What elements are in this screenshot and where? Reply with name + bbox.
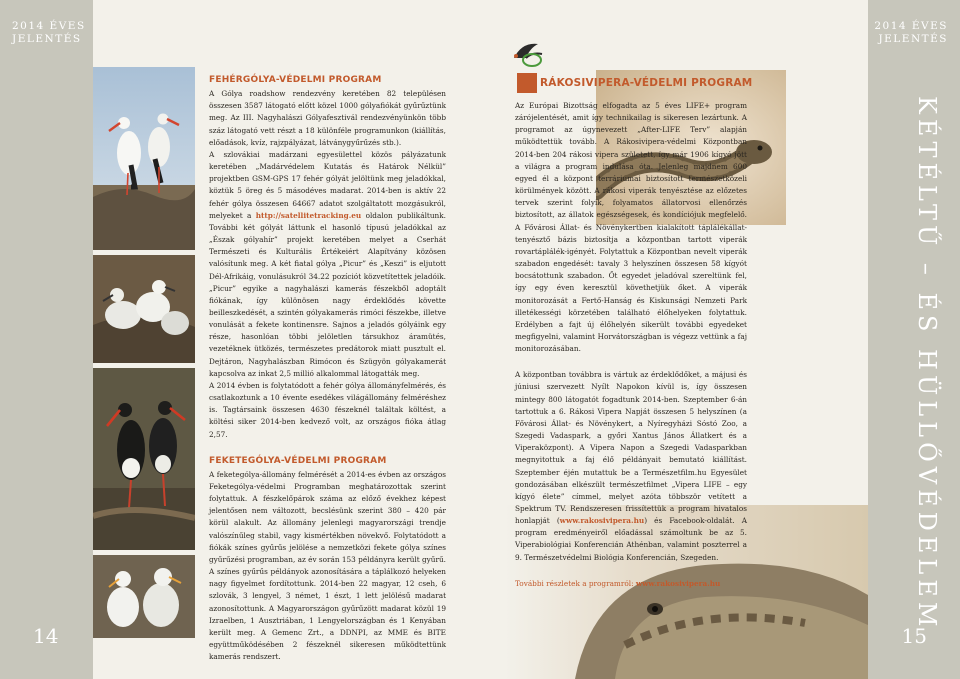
report-year-left: 2014 ÉVES JELENTÉS bbox=[12, 20, 86, 45]
black-storks-photo bbox=[93, 368, 195, 550]
white-stork-paragraph-3: A 2014 évben is folytatódott a fehér gólya állományfelmérés, és csatlakoztunk a 10 évente esedékes világállomány felméréshez is. Tagtársaink összesen 4630 fészeknél találtak költést, a költési siker 2014-ben kedvező volt, az országos fióka átlag 2,57. bbox=[209, 380, 446, 439]
rakosivipera-link-inline[interactable]: www.rakosivipera.hu bbox=[559, 516, 645, 526]
rakosivipera-link[interactable]: www.rakosivipera.hu bbox=[635, 578, 721, 588]
white-storks-photo bbox=[93, 67, 195, 250]
white-stork-paragraph-2: A szlovákiai madárzani egyesülettel közös pályázatunk keretében „Madárvédelem Kutatás és Határok Nélkül” projektben GSM-GPS 17 fehér gólyát jelöltünk meg jeladókkal, köztük 5 öreg és 5 másodéves madarat. 2014-ben is aktív 22 fehér gólya összesen 64667 adatot szolgáltatott mozgásukról, melyeket a http://satellitetracking.eu oldalon publikáltunk. További két gólyát láttunk el hasonló típusú jeladókkal az „Észak gólyahír” projekt keretében melyet a Cserhát Természeti és Kulturális Értékeiért Alapítvány közösen valósítunk meg. A két fiatal gólya „Picur” és „Keszi” is eljutott Dél-Afrikáig, vonulásukról 34.22 pozíciót közvetítettek jeladóik. „Picur” egyike a nagyhalászi kamerás fészekből adoptált fiókának, így különösen nagy érdeklődés követte beilleszkedését, a szintén gólyakamerás rimóci fészekbe, illetve vonulását a fekete kontinensre. Sajnos a jeladós gólyáink egy része, hasonlóan többi jelöletlen társukhoz áramütés, vezetéknek ütközés, természetes predátorok miatt pusztult el. Dejtáron, Nagyhalászban Rimócon és Szügyön gólyakamerát kapcsolva az inkat 2,5 millió alkalommal látogatták meg. bbox=[209, 149, 446, 378]
left-side-bar bbox=[0, 0, 93, 679]
organization-logo bbox=[508, 36, 546, 68]
page-number-left: 14 bbox=[33, 624, 59, 648]
stork-programs-column bbox=[209, 74, 446, 663]
more-info-line: További részletek a programról: www.rakosivipera.hu bbox=[515, 578, 721, 588]
heading-square-marker bbox=[517, 73, 537, 93]
viper-heading: RÁKOSIVIPERA-VÉDELMI PROGRAM bbox=[540, 77, 753, 89]
black-stork-heading: FEKETEGÓLYA-VÉDELMI PROGRAM bbox=[209, 455, 387, 466]
stork-chicks-photo bbox=[93, 255, 195, 363]
white-stork-paragraph-1: A Gólya roadshow rendezvény keretében 82 településen összesen 3587 látogató előtt közel 1000 gólyafiókát gyűrűztünk meg. Az III. Nagyhalászi Gólyafesztivál rendezvényünkön több száz látogató vett részt a 18 különféle programunkon (kiállítás, előadások, kvíz, rajzpályázat, látványgyűrűzés stb.). bbox=[209, 89, 446, 147]
page-number-right: 15 bbox=[901, 624, 927, 648]
black-stork-paragraph: A feketególya-állomány felmérését a 2014-es évben az országos Feketególya-védelmi Programban meghatározottak szerint folytattuk. A fészkelőpárok száma az előző évekhez képest jelentősen nem változott, becslésünk szerint 380 – 420 pár körül alakult. Az állomány jelenlegi magyarországi trendje valószínűleg stabil, vagy kismértékben növekvő. Folytatódott a fiókák színes gyűrűs jelölése a nemzetközi fekete gólya színes gyűrűzési programban, az év során 153 példányra került gyűrű. A színes gyűrűs példányok azonosítására a táplálkozó helyeken nagy figyelmet fordítottunk. 2014-ben 22 magyar, 12 cseh, 6 szlovák, 3 lengyel, 3 német, 1 észt, 1 lett jelölésű madarat azonosítottunk. A Magyarországon gyűrűzött madarat közül 19 Izraelben, 1 Ausztriában, 1 Lengyelországban és 1 Kenyában került meg. A Gemenc Zrt., a DDNPI, az MME és BITE együttműködésében 2 fészeknél sikeresen működtettünk kamerás rendszert. bbox=[209, 469, 446, 662]
black-stork-chicks-photo bbox=[93, 555, 195, 638]
satellite-tracking-link[interactable]: http://satellitetracking.eu bbox=[255, 210, 362, 220]
section-side-title: KÉTÉLTŰ – ÉS HÜLLŐVÉDELEM bbox=[913, 96, 941, 632]
viper-paragraph-1: Az Európai Bizottság elfogadta az 5 éves LIFE+ program zárójelentését, amit így technikailag is sikeresen lezártunk. A programot az úgynevezett „After-LIFE Terv” alapján működtettük tovább. A Rákosivipera-védelmi Központban 2014-ben 204 rákosi vipera született, így már 1906 kígyó jött a világra a program indulása óta. Jelenleg majdnem 600 egyed él a központ terráriumai biztosított természetközeli körülmények között. A rákosi viperák tenyésztése az előzetes tervek szerint folyik, folyamatos állatorvosi ellenőrzés biztosított, az állatok egészségesek, és kondíciójuk megfelelő. A Fővárosi Állat- és Növénykertben kialakított táplálékállat-tenyésztő bázis biztosítja a központban tartott viperák rovartáplálék-igényét. Folytattuk a Központban nevelt viperák szabadon engedését: tavaly 3 helyszínen összesen 58 kígyót bocsátottunk szabadon. Őt egyedet jeladóval szereltünk fel, így egy éven keresztül követhetjük őket. A viperák monitorozását a Fertő-Hanság és Kiskunsági Nemzeti Park illetékességi körzetében található élőhelyeken folytattuk. Erdélyben a fajt új élőhelyén sikerült további egyedeket megfigyelni, valamint Horvátországban is végezz vettünk a faj monitorozásában. bbox=[515, 101, 747, 354]
viper-program-column bbox=[515, 100, 747, 590]
viper-paragraph-2: A központban továbbra is vártuk az érdeklődőket, a májusi és júniusi szervezett Nyílt Napokon kívül is, így összesen mintegy 800 látogatót fogadtunk 2014-ben. Szeptember 6-án tartottuk a 6. Rákosi Vipera Napját összesen 5 helyszínen (a Fővárosi Állat- és Növénykert, a Nyíregyházi Sóstó Zoo, a Szegedi Vadaspark, a győri Xantus János Állatkert és a Viperaközpont). A Vipera Napon a Szegedi Vadasparkban megnyitottuk a faj élő példányait bemutató kiállítást. Szeptember éjén mutattuk be a Természetfilm.hu Egyesület gondozásában elkészült természetfilmet „Vipera LIFE – egy kígyó élete” címmel, melyet azóta többször vetített a Spektrum TV. Rendszeresen frissítettük a program hivatalos honlapját (www.rakosivipera.hu) és Facebook-oldalát. A program eredményeiről előadással számoltunk be az 5. Viperabiológiai Konferencián Athénban, valamint poszterrel a 9. Természetvédelmi Biológia Konferencián, Szegeden. bbox=[515, 370, 747, 562]
white-stork-heading: FEHÉRGÓLYA-VÉDELMI PROGRAM bbox=[209, 75, 382, 85]
report-year-right: 2014 ÉVES JELENTÉS bbox=[874, 20, 948, 45]
